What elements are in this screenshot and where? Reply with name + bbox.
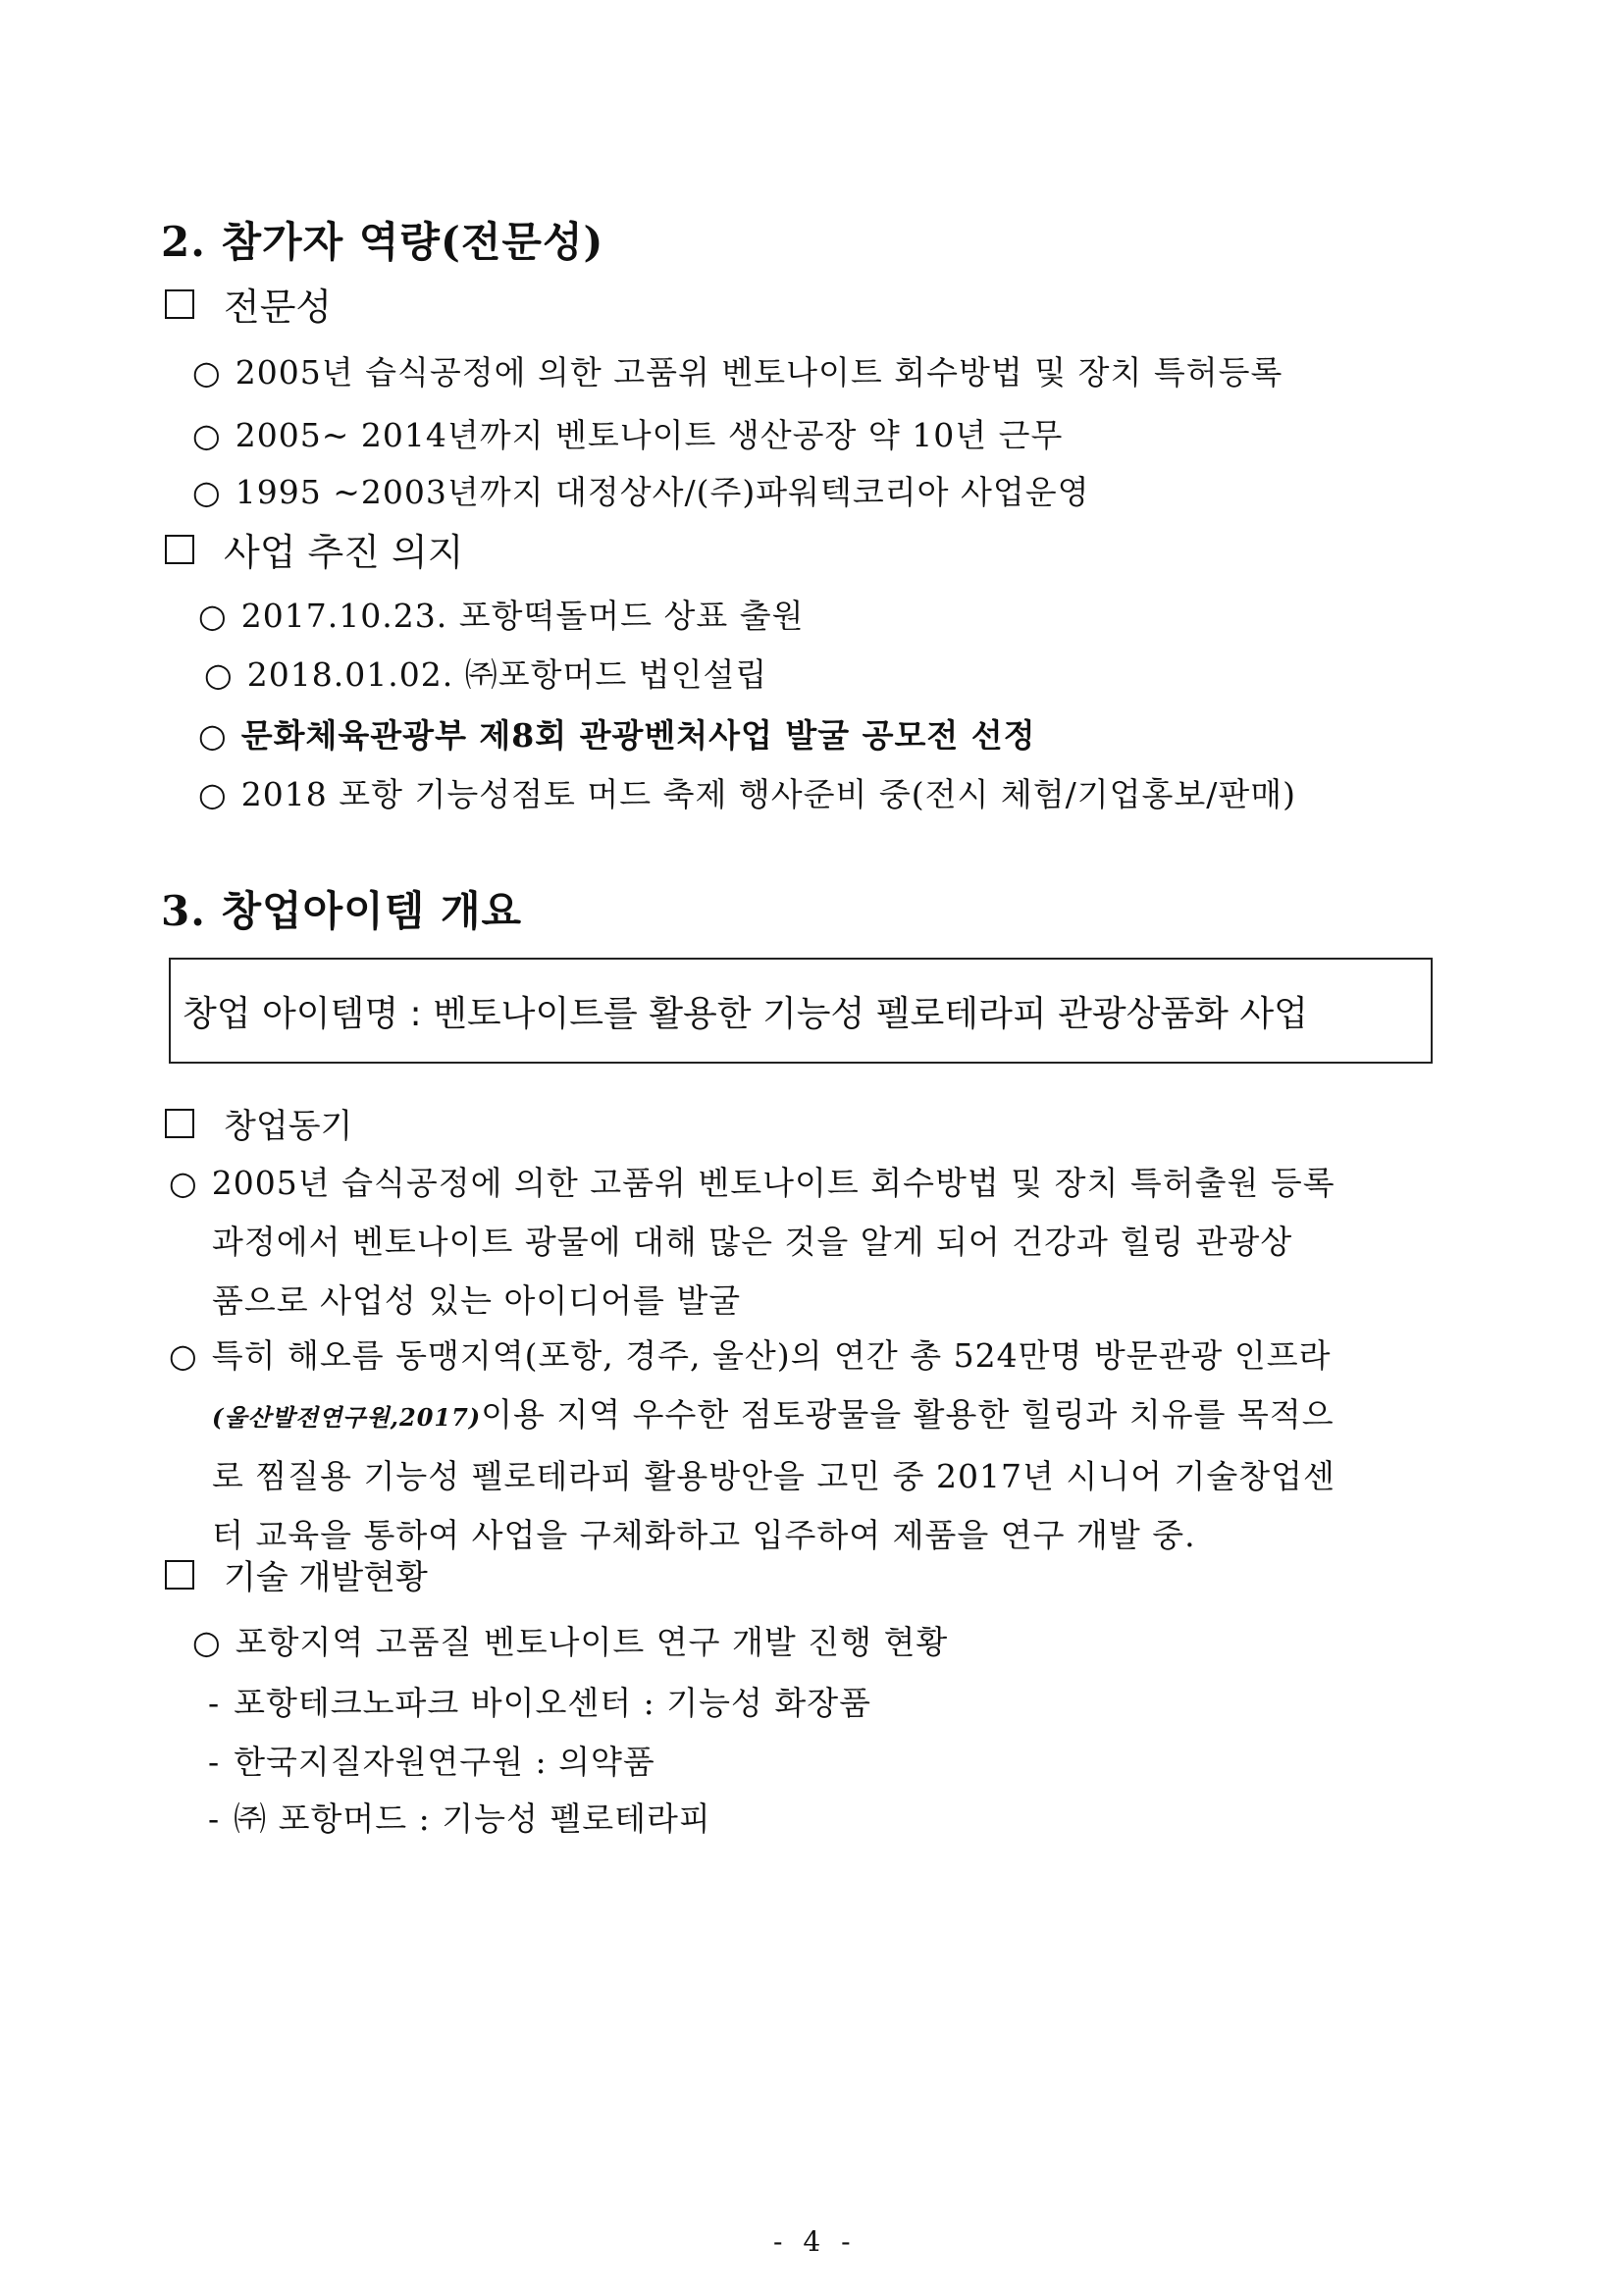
expertise-subheading	[165, 277, 332, 331]
motivation-subheading	[165, 1099, 352, 1147]
list-item: ○ 2018.01.02. ㈜포항머드 법인설립	[204, 655, 768, 694]
list-item: - 포항테크노파크 바이오센터 : 기능성 화장품	[208, 1684, 872, 1722]
circle-bullet-icon: ○	[192, 416, 222, 454]
checkbox-icon	[165, 1109, 194, 1138]
section-2-heading: 2. 참가자 역량(전문성)	[161, 218, 604, 266]
circle-bullet-icon: ○	[192, 473, 222, 511]
circle-bullet-icon: ○	[192, 353, 222, 391]
tech-dev-lead: ○ 포항지역 고품질 벤토나이트 연구 개발 진행 현황	[192, 1623, 949, 1661]
motivation-title: 창업동기	[224, 1107, 353, 1146]
checkbox-icon	[165, 535, 194, 564]
list-item: - ㈜ 포항머드 : 기능성 펠로테라피	[208, 1800, 711, 1838]
page-number: - 4 -	[773, 2225, 857, 2258]
list-item: ○ 2017.10.23. 포항떡돌머드 상표 출원	[198, 597, 805, 635]
dash-bullet-icon: -	[208, 1743, 221, 1781]
tech-dev-subheading	[165, 1550, 428, 1598]
list-item: ○ 2005~ 2014년까지 벤토나이트 생산공장 약 10년 근무	[192, 416, 1064, 454]
checkbox-icon	[165, 289, 194, 319]
citation: (울산발전연구원,2017)	[212, 1403, 482, 1432]
item-name-box	[169, 958, 1433, 1064]
motivation-paragraph-1: ○ 2005년 습식공정에 의한 고품위 벤토나이트 회수방법 및 장치 특허출원 등록 과정에서 벤토나이트 광물에 대해 많은 것을 알게 되어 건강과 힐링 관광상 품으로 사업성 있는 아이디어를 발굴	[169, 1164, 1335, 1320]
circle-bullet-icon: ○	[169, 1164, 198, 1202]
section-3-heading: 3. 창업아이템 개요	[161, 887, 523, 935]
item-name-text: 창업 아이템명 : 벤토나이트를 활용한 기능성 펠로테라피 관광상품화 사업	[183, 993, 1308, 1034]
list-item: ○ 2005년 습식공정에 의한 고품위 벤토나이트 회수방법 및 장치 특허등록	[192, 353, 1283, 391]
business-will-subheading	[165, 522, 463, 576]
motivation-paragraph-2: ○ 특히 해오름 동맹지역(포항, 경주, 울산)의 연간 총 524만명 방문관광 인프라 (울산발전연구원,2017)이용 지역 우수한 점토광물을 활용한 힐링과 치유를 목적으 로 찜질용 기능성 펠로테라피 활용방안을 고민 중 2017년 시니어 기술창업센 터 교육을 통하여 사업을 구체화하고 입주하여 제품을 연구 개발 중.	[169, 1336, 1335, 1554]
dash-bullet-icon: -	[208, 1684, 221, 1722]
list-item: ○ 2018 포항 기능성점토 머드 축제 행사준비 중(전시 체험/기업홍보/판매)	[198, 775, 1297, 813]
list-item: - 한국지질자원연구원 : 의약품	[208, 1743, 655, 1781]
tech-dev-title: 기술 개발현황	[224, 1558, 428, 1597]
circle-bullet-icon: ○	[198, 597, 228, 635]
circle-bullet-icon: ○	[192, 1623, 222, 1661]
list-item-highlight: ○ 문화체육관광부 제8회 관광벤처사업 발굴 공모전 선정	[198, 716, 1036, 755]
list-item: ○ 1995 ~2003년까지 대정상사/(주)파워텍코리아 사업운영	[192, 473, 1090, 511]
circle-bullet-icon: ○	[169, 1336, 198, 1375]
circle-bullet-icon: ○	[198, 716, 228, 755]
circle-bullet-icon: ○	[198, 775, 228, 813]
business-will-title: 사업 추진 의지	[224, 531, 464, 574]
checkbox-icon	[165, 1560, 194, 1590]
dash-bullet-icon: -	[208, 1800, 221, 1838]
expertise-title: 전문성	[224, 286, 333, 329]
circle-bullet-icon: ○	[204, 655, 234, 694]
